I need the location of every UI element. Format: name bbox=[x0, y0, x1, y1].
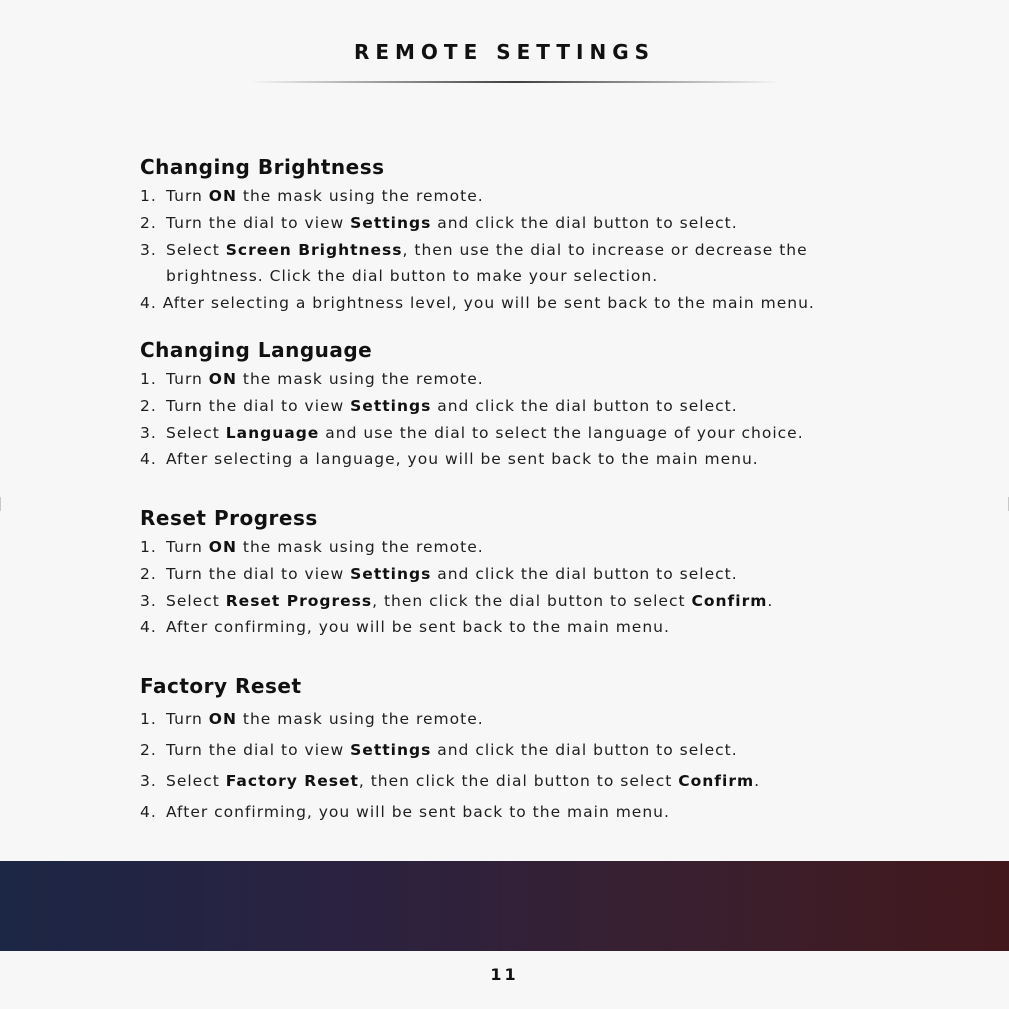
step-item bbox=[140, 237, 886, 291]
step-item bbox=[140, 766, 960, 797]
step-emphasis: Confirm bbox=[678, 772, 755, 790]
step-text: , then click the dial button to select bbox=[358, 772, 679, 790]
step-number: 1. bbox=[140, 710, 157, 728]
step-number: 2. bbox=[140, 213, 157, 232]
step-emphasis: Screen Brightness bbox=[225, 240, 403, 259]
section-changing-language bbox=[140, 335, 960, 473]
step-text: . bbox=[754, 772, 761, 790]
step-number: 4. bbox=[140, 294, 157, 313]
step-item bbox=[140, 797, 960, 828]
step-text: Select bbox=[166, 772, 226, 790]
page-title: REMOTE SETTINGS bbox=[353, 40, 656, 64]
step-text: and use the dial to select the language of your choice. bbox=[319, 423, 804, 442]
step-item bbox=[140, 704, 960, 735]
step-number: 2. bbox=[140, 396, 157, 415]
step-number: 1. bbox=[140, 187, 157, 205]
step-number: 4. bbox=[140, 450, 157, 469]
step-text: Select bbox=[166, 423, 226, 442]
step-item bbox=[140, 735, 960, 766]
step-item bbox=[140, 534, 960, 561]
step-emphasis: Language bbox=[225, 423, 320, 442]
step-emphasis: Settings bbox=[350, 564, 432, 583]
section-factory-reset bbox=[140, 671, 960, 828]
step-text: Turn bbox=[166, 538, 209, 556]
step-item bbox=[140, 290, 960, 317]
step-emphasis: ON bbox=[208, 370, 237, 388]
step-text: the mask using the remote. bbox=[236, 370, 484, 388]
step-emphasis: Reset Progress bbox=[225, 591, 373, 610]
section-reset-progress bbox=[140, 503, 960, 641]
step-item bbox=[140, 561, 960, 588]
step-emphasis: ON bbox=[208, 710, 237, 728]
footer-band bbox=[0, 861, 1009, 951]
step-item bbox=[140, 183, 960, 210]
step-item bbox=[140, 420, 960, 447]
edge-mark-left bbox=[0, 497, 1, 511]
step-number: 4. bbox=[140, 618, 157, 637]
step-emphasis: ON bbox=[208, 187, 237, 205]
step-text: Turn the dial to view bbox=[166, 564, 351, 583]
step-emphasis: Factory Reset bbox=[225, 772, 359, 790]
section-changing-brightness bbox=[140, 152, 960, 317]
step-number: 4. bbox=[140, 803, 157, 821]
step-number: 3. bbox=[140, 423, 157, 442]
page-number: 11 bbox=[490, 965, 519, 984]
step-text: the mask using the remote. bbox=[236, 187, 484, 205]
step-number: 3. bbox=[140, 591, 157, 610]
step-item bbox=[140, 210, 960, 237]
step-text: Turn the dial to view bbox=[166, 213, 351, 232]
step-item bbox=[140, 588, 960, 615]
section-title: Changing Language bbox=[140, 338, 373, 362]
step-text: Turn the dial to view bbox=[166, 741, 351, 759]
step-text: Turn bbox=[166, 187, 209, 205]
step-text: . bbox=[767, 591, 774, 610]
step-emphasis: Settings bbox=[350, 741, 432, 759]
step-number: 2. bbox=[140, 564, 157, 583]
step-emphasis: Confirm bbox=[691, 591, 768, 610]
step-number: 2. bbox=[140, 741, 157, 759]
section-title: Reset Progress bbox=[140, 506, 318, 530]
step-number: 3. bbox=[140, 772, 157, 790]
step-text: and click the dial button to select. bbox=[431, 564, 738, 583]
step-text: Select bbox=[166, 240, 226, 259]
step-emphasis: Settings bbox=[350, 213, 432, 232]
step-emphasis: Settings bbox=[350, 396, 432, 415]
step-number: 1. bbox=[140, 370, 157, 388]
step-text: After selecting a brightness level, you will be sent back to the main menu. bbox=[162, 294, 815, 313]
step-text: Turn bbox=[166, 370, 209, 388]
step-text: Select bbox=[166, 591, 226, 610]
step-item bbox=[140, 614, 960, 641]
section-title: Factory Reset bbox=[140, 674, 302, 698]
step-text: and click the dial button to select. bbox=[431, 741, 738, 759]
step-text: Turn bbox=[166, 710, 209, 728]
step-item bbox=[140, 446, 960, 473]
step-number: 3. bbox=[140, 240, 157, 259]
step-item bbox=[140, 393, 960, 420]
title-divider bbox=[250, 81, 780, 83]
step-text: , then use the dial to increase or decrease the brightness. Click the dial button to make your selection. bbox=[166, 240, 808, 286]
step-text: After selecting a language, you will be sent back to the main menu. bbox=[166, 450, 759, 469]
step-text: After confirming, you will be sent back to the main menu. bbox=[166, 618, 670, 637]
step-text: and click the dial button to select. bbox=[431, 396, 738, 415]
step-text: After confirming, you will be sent back to the main menu. bbox=[166, 803, 670, 821]
step-text: Turn the dial to view bbox=[166, 396, 351, 415]
step-text: the mask using the remote. bbox=[236, 710, 484, 728]
step-text: the mask using the remote. bbox=[236, 538, 484, 556]
step-text: and click the dial button to select. bbox=[431, 213, 738, 232]
step-text: , then click the dial button to select bbox=[372, 591, 692, 610]
section-title: Changing Brightness bbox=[140, 155, 385, 179]
step-number: 1. bbox=[140, 538, 157, 556]
step-emphasis: ON bbox=[208, 538, 237, 556]
step-item bbox=[140, 366, 960, 393]
